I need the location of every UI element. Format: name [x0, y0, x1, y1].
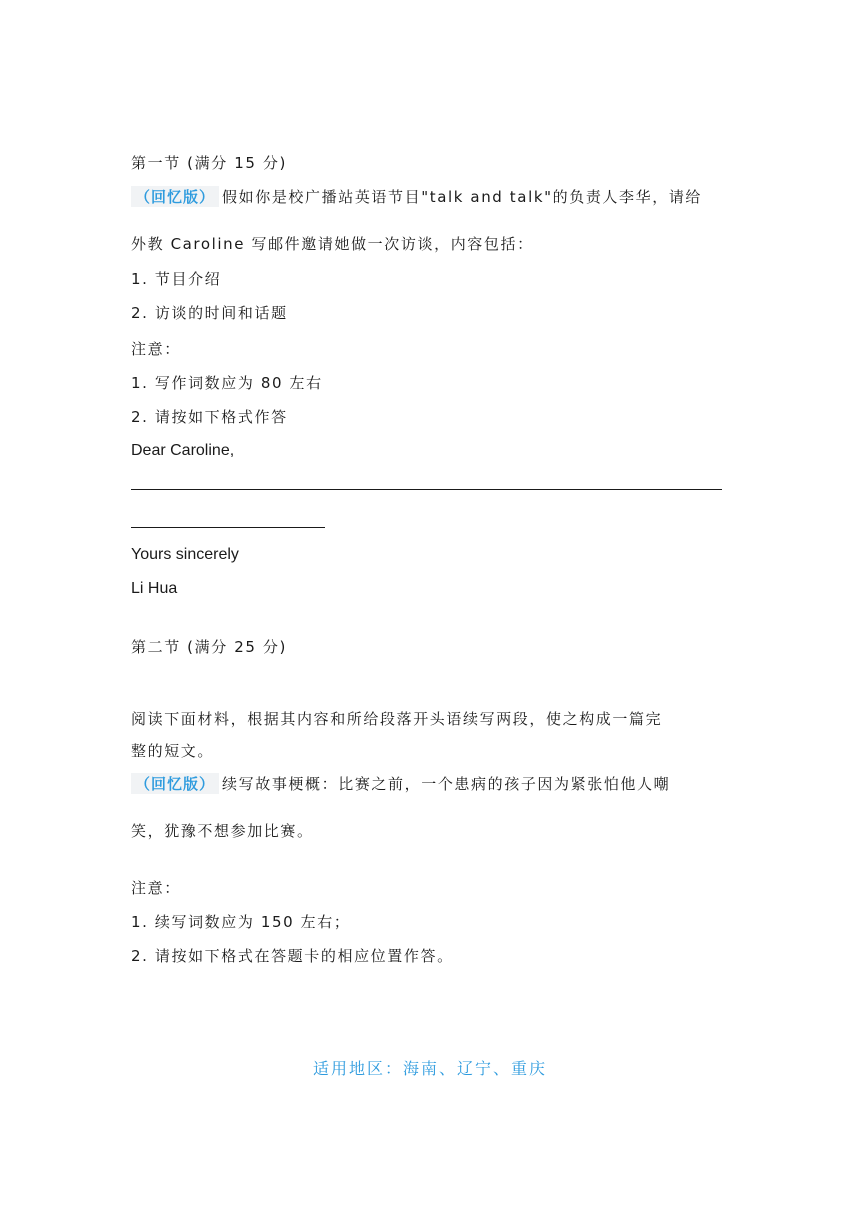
- note-item: 1. 续写词数应为 150 左右；: [131, 913, 351, 931]
- section1-prompt-line1: [131, 186, 702, 207]
- summary-line2: 笑，犹豫不想参加比赛。: [131, 822, 314, 840]
- instruction-line2: 整的短文。: [131, 742, 215, 760]
- letter-closing: Yours sincerely: [131, 546, 239, 563]
- answer-line: [131, 489, 722, 490]
- summary-text: 续写故事梗概：比赛之前，一个患病的孩子因为紧张怕他人嘲: [222, 775, 671, 793]
- section1-prompt-line2: 外教 Caroline 写邮件邀请她做一次访谈，内容包括：: [131, 235, 534, 253]
- instruction-line1: 阅读下面材料，根据其内容和所给段落开头语续写两段，使之构成一篇完: [131, 710, 663, 728]
- answer-line: [131, 527, 325, 528]
- list-item: 2. 访谈的时间和话题: [131, 304, 288, 322]
- recall-badge: （回忆版）: [131, 773, 219, 794]
- list-item: 1. 节目介绍: [131, 270, 222, 288]
- letter-salutation: Dear Caroline,: [131, 442, 235, 459]
- note-label: 注意：: [131, 340, 181, 358]
- summary-line1: [131, 773, 670, 794]
- applicable-regions: 适用地区：海南、辽宁、重庆: [312, 1059, 547, 1078]
- section1-heading: 第一节 (满分 15 分): [131, 154, 287, 172]
- section2-heading: 第二节 (满分 25 分): [131, 638, 287, 656]
- note-item: 1. 写作词数应为 80 左右: [131, 374, 323, 392]
- note-item: 2. 请按如下格式在答题卡的相应位置作答。: [131, 947, 454, 965]
- recall-badge: （回忆版）: [131, 186, 219, 207]
- letter-signature: Li Hua: [131, 580, 178, 597]
- note-item: 2. 请按如下格式作答: [131, 408, 288, 426]
- prompt-text: 假如你是校广播站英语节目"talk and talk"的负责人李华，请给: [222, 188, 703, 206]
- note-label: 注意：: [131, 879, 181, 897]
